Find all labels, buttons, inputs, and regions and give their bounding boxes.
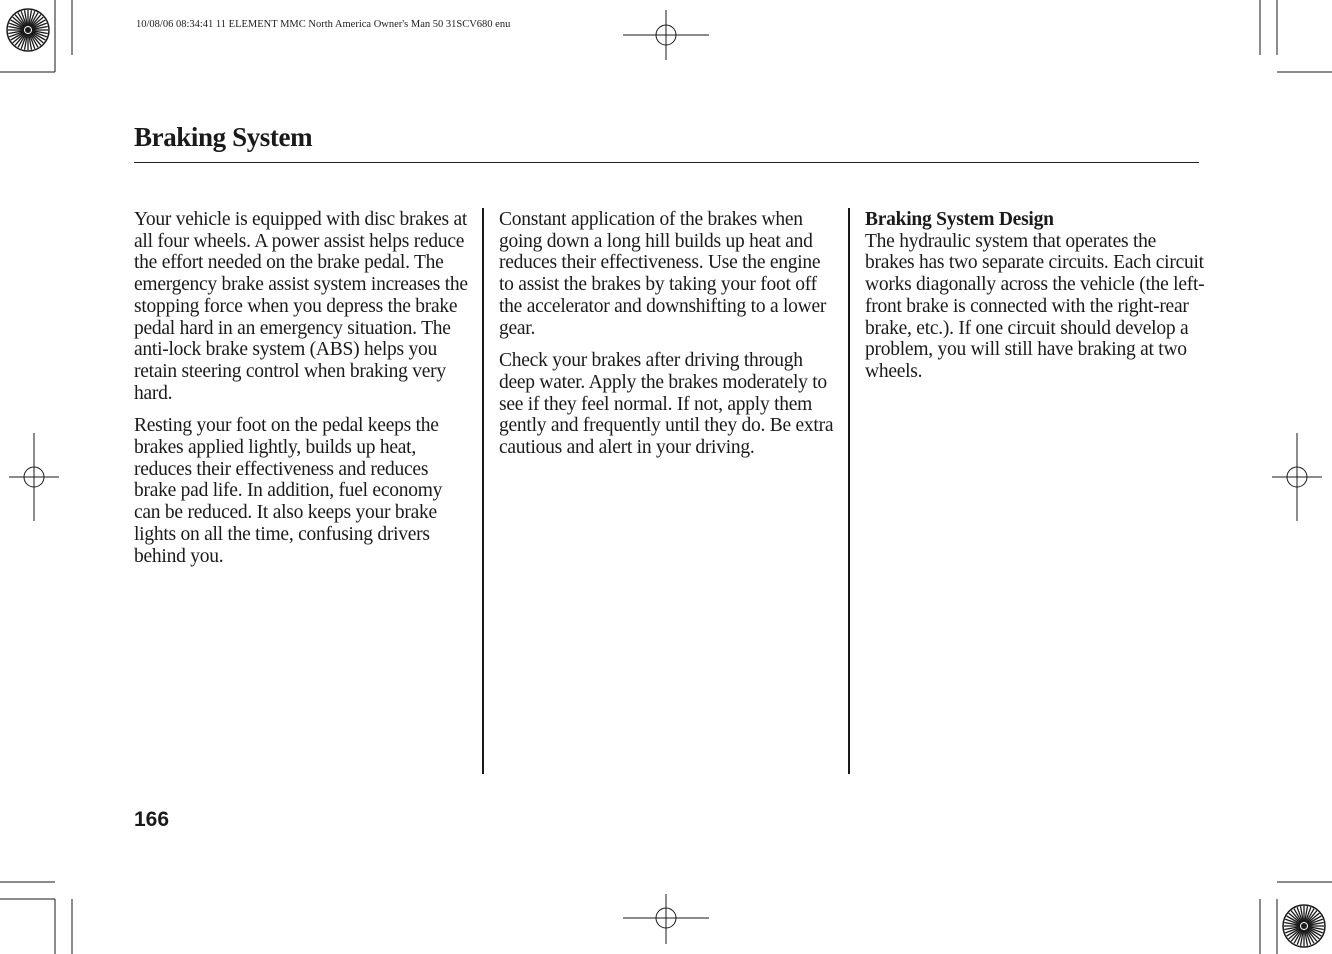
starburst-target-bottom-right bbox=[1282, 904, 1326, 948]
section-braking-system-design bbox=[865, 209, 1205, 383]
right-column bbox=[865, 209, 1205, 394]
left-column bbox=[134, 209, 469, 578]
paragraph-disc-brakes: Your vehicle is equipped with disc brakes at all four wheels. A power assist helps reduce the effort needed on the brake pedal. The emergency brake assist system increases the stopping force when you depress the brake pedal hard in an emergency situation. The anti-lock brake system (ABS) helps you retain steering control when braking very hard. bbox=[134, 209, 468, 404]
registration-mark-top bbox=[621, 10, 711, 60]
title-rule bbox=[134, 162, 1199, 163]
column-divider bbox=[482, 208, 484, 774]
paragraph-resting-foot: Resting your foot on the pedal keeps the brakes applied lightly, builds up heat, reduces their effectiveness and reduces brake pad life. In addition, fuel economy can be reduced. It also keeps your brake lights on all the time, confusing drivers behind you. bbox=[134, 415, 443, 567]
page-number: 166 bbox=[134, 808, 170, 831]
print-job-info: 10/08/06 08:34:41 11 ELEMENT MMC North America Owner's Man 50 31SCV680 enu bbox=[136, 19, 511, 30]
subheading-braking-system-design: Braking System Design bbox=[865, 209, 1054, 230]
starburst-target-top-left bbox=[6, 8, 50, 52]
middle-column bbox=[499, 209, 839, 470]
registration-mark-bottom bbox=[621, 894, 711, 944]
registration-mark-right bbox=[1272, 433, 1322, 523]
page-title: Braking System bbox=[134, 122, 313, 152]
paragraph-hydraulic-system: The hydraulic system that operates the brakes has two separate circuits. Each circuit works diagonally across the vehicle (the left-front brake is connected with the right-rear brake, etc.). If one circuit should develop a problem, you will still have braking at two wheels. bbox=[865, 230, 1205, 382]
column-divider bbox=[848, 208, 850, 774]
paragraph-deep-water: Check your brakes after driving through deep water. Apply the brakes moderately to see if they feel normal. If not, apply them gently and frequently until they do. Be extra cautious and alert in your driving. bbox=[499, 350, 834, 459]
paragraph-long-hill: Constant application of the brakes when going down a long hill builds up heat and reduces their effectiveness. Use the engine to assist the brakes by taking your foot off the accelerator and downshifting to a lower gear. bbox=[499, 209, 827, 339]
registration-mark-left bbox=[9, 433, 59, 523]
